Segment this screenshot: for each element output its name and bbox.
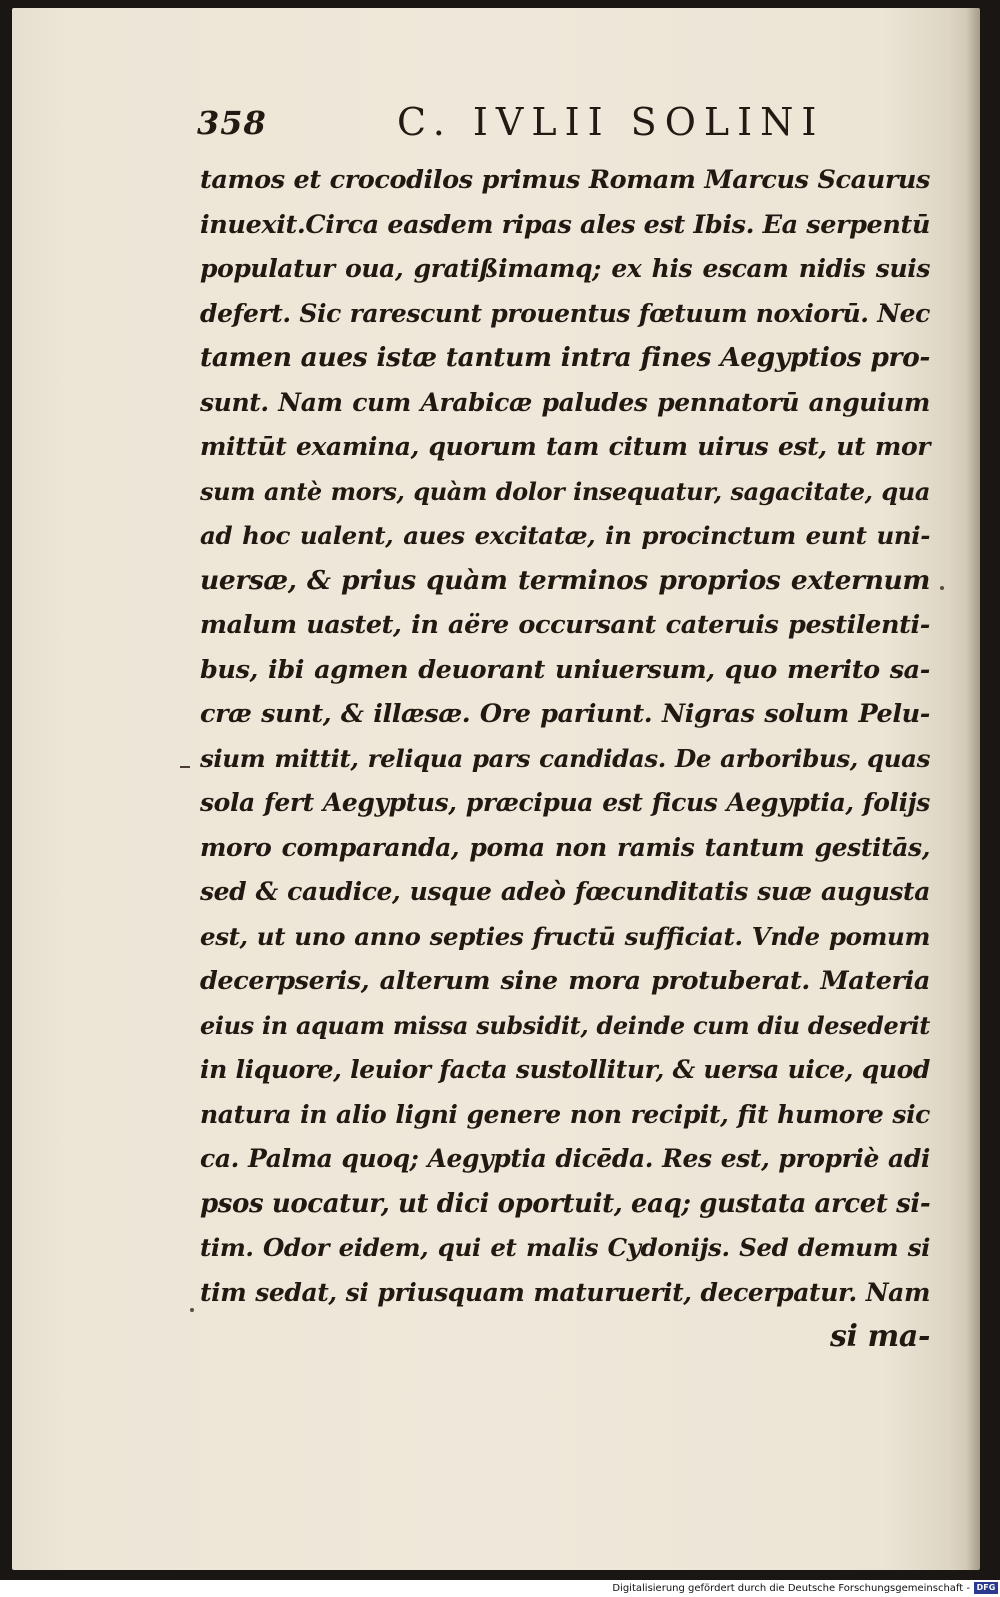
- page-header: [197, 100, 825, 150]
- text-line: natura in alio ligni genere non recipit, fit humore sic: [200, 1099, 930, 1129]
- text-line: in liquore, leuior facta sustollitur, & uersa uice, quod: [200, 1055, 930, 1084]
- catchword: si ma-: [830, 1319, 930, 1354]
- text-line: sunt. Nam cum Arabicæ paludes pennatorū anguium: [200, 387, 930, 417]
- text-line: tim. Odor eidem, qui et malis Cydonijs. Sed demum si: [200, 1233, 930, 1262]
- dfg-logo-icon: DFG: [974, 1582, 998, 1594]
- ink-speck: [190, 1308, 194, 1312]
- body-text: [200, 158, 930, 1360]
- book-page: [12, 8, 980, 1570]
- text-line: tamos et crocodilos primus Romam Marcus Scaurus: [200, 165, 930, 195]
- text-line: bus, ibi agmen deuorant uniuersum, quo merito sa-: [200, 654, 930, 685]
- text-line: mittūt examina, quorum tam citum uirus est, ut mor: [200, 432, 930, 461]
- text-line: ad hoc ualent, aues excitatæ, in procinctum eunt uni-: [200, 521, 930, 550]
- text-line: populatur oua, gratißimamq; ex his escam nidis suis: [200, 254, 930, 283]
- text-line: malum uastet, in aëre occursant cateruis pestilenti-: [200, 610, 930, 640]
- margin-mark: [180, 766, 190, 768]
- text-line: cræ sunt, & illæsæ. Ore pariunt. Nigras solum Pelu-: [200, 699, 930, 729]
- text-line: defert. Sic rarescunt prouentus fœtuum noxiorū. Nec: [200, 298, 930, 328]
- text-line: moro comparanda, poma non ramis tantum gestitās,: [200, 832, 930, 862]
- text-line: sed & caudice, usque adeò fœcunditatis suæ augusta: [200, 877, 930, 906]
- text-line: decerpseris, alterum sine mora protuberat. Materia: [200, 966, 930, 996]
- text-line: est, ut uno anno septies fructū sufficiat. Vnde pomum: [200, 921, 930, 951]
- ink-speck: [940, 586, 944, 590]
- digitization-footer: [0, 1580, 1000, 1597]
- text-line: eius in aquam missa subsidit, deinde cum diu desederit: [200, 1010, 930, 1040]
- text-line: psos uocatur, ut dici oportuit, eaq; gustata arcet si-: [200, 1188, 931, 1219]
- text-line: tim sedat, si priusquam maturuerit, decerpatur. Nam: [200, 1277, 930, 1307]
- page-edge-shadow: [966, 8, 980, 1570]
- text-line: ca. Palma quoq; Aegyptia dicēda. Res est, propriè adi: [200, 1144, 930, 1173]
- text-line: inuexit.Circa easdem ripas ales est Ibis. Ea serpentū: [200, 209, 930, 240]
- text-line: uersæ, & prius quàm terminos proprios externum: [200, 564, 930, 596]
- text-line: sium mittit, reliqua pars candidas. De arboribus, quas: [200, 743, 930, 773]
- text-line: tamen aues istæ tantum intra fines Aegyptios pro-: [200, 342, 930, 373]
- text-line: sola fert Aegyptus, præcipua est ficus Aegyptia, folijs: [200, 788, 930, 817]
- running-title: C. IVLII SOLINI: [397, 100, 825, 144]
- page-number: 358: [197, 104, 267, 142]
- footer-credit: Digitalisierung gefördert durch die Deutsche Forschungsgemeinschaft -: [612, 1583, 970, 1594]
- text-line: sum antè mors, quàm dolor insequatur, sagacitate, qua: [200, 476, 930, 506]
